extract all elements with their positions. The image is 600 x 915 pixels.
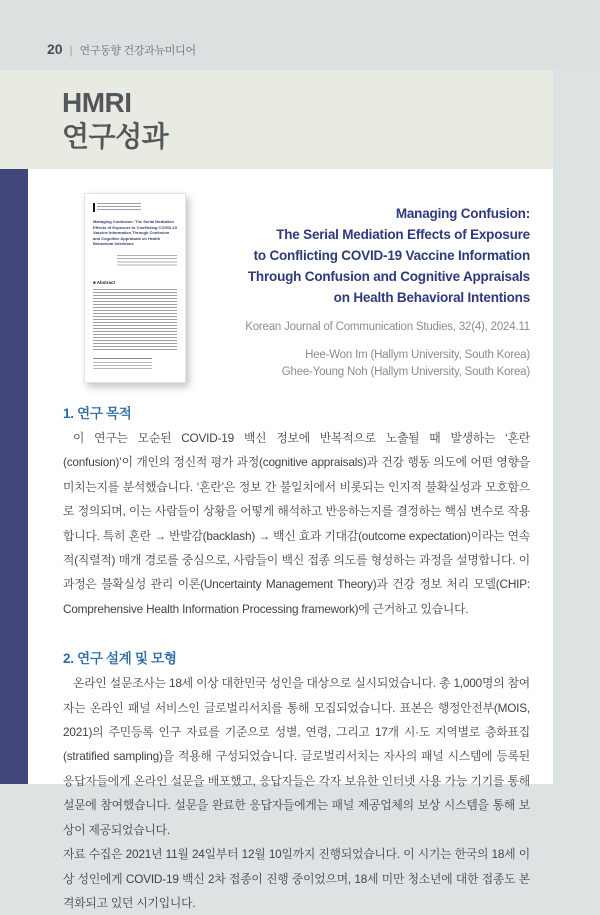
- thumbnail-journal-bar: [93, 203, 95, 212]
- section-2-paragraph: 온라인 설문조사는 18세 이상 대한민국 성인을 대상으로 실시되었습니다. 총 1,000명의 참여자는 온라인 패널 서비스인 글로벌리서치를 통해 모집되었습니다. 표본은 행정안전부(MOIS, 2021)의 주민등록 인구 자료를 기준으로 성별, 연령, 그리고 17개 시·도 지역별로 층화표집(stratified sampling)을 적용해 구성되었습니다. 글로벌리서치는 자사의 패널 시스템에 등록된 응답자들에게 온라인 설문을 배포했고, 응답자들은 각자 보유한 인터넷 사용 가능 기기를 통해 설문에 참여했습니다. 설문을 완료한 응답자들에게는 패널 제공업체의 보상 시스템을 통해 보상이 제공되었습니다.: [63, 676, 530, 837]
- top-header-band: [0, 0, 600, 70]
- article-title-line: on Health Behavioral Intentions: [333, 290, 530, 305]
- author-line: Hee-Won Im (Hallym University, South Korea): [305, 349, 530, 361]
- article-head: [186, 193, 530, 384]
- running-header: [47, 41, 196, 58]
- section-2-paragraph: 자료 수집은 2021년 11월 24일부터 12월 10일까지 진행되었습니다. 이 시기는 한국의 18세 이상 성인에게 COVID-19 백신 2차 접종이 진행 중이었으며, 18세 미만 청소년에 대한 접종도 본격화되고 있던 시기입니다.: [63, 847, 530, 910]
- thumbnail-title: Managing Confusion: The Serial Mediation Effects of Exposure to Conflicting COVID-19 Vaccine Information Through Confusion and Cognitive Appraisals on Health Behavioral Intentions: [93, 219, 178, 246]
- left-accent-bar: [0, 169, 28, 784]
- article-title: [186, 203, 530, 308]
- article-header-row: [28, 169, 553, 384]
- thumbnail-abstract-label: ■ Abstract: [93, 279, 116, 285]
- author-line: Ghee-Young Noh (Hallym University, South Korea): [281, 366, 530, 378]
- thumbnail-footnote-lines: [93, 358, 152, 371]
- article-title-line: to Conflicting COVID-19 Vaccine Information: [253, 248, 530, 263]
- page-number: 20: [47, 41, 63, 57]
- section-1-paragraph: 이 연구는 모순된 COVID-19 백신 정보에 반복적으로 노출될 때 발생하는 ‘혼란(confusion)’이 개인의 정신적 평가 과정(cognitive appraisals)과 건강 행동 의도에 어떤 영향을 미치는지를 분석했습니다. ‘혼란’은 정보 간 불일치에서 비롯되는 인지적 불확실성과 모호함으로 정의되며, 이는 사람들이 상황을 어떻게 해석하고 반응하는지를 결정하는 핵심 변수로 작용합니다. 특히 혼란 → 반발감(backlash) → 백신 효과 기대감(outcome expectation)이라는 연속적(직렬적) 매개 경로를 중심으로, 사람들이 백신 접종 의도를 형성하는 과정을 설명합니다. 이 과정은 불확실성 관리 이론(Uncertainty Management Theory)과 건강 정보 처리 모델(CHIP: Comprehensive Health Information Processing framework)에 근거하고 있습니다.: [63, 431, 530, 616]
- banner-title-line2: 연구성과: [62, 121, 169, 152]
- paper-thumbnail: [84, 193, 186, 383]
- journal-reference: Korean Journal of Communication Studies, 32(4), 2024.11: [245, 321, 530, 333]
- thumbnail-abstract-lines: [93, 289, 177, 351]
- author-list: [186, 347, 530, 381]
- body-sections: [28, 402, 553, 915]
- article-title-line: The Serial Mediation Effects of Exposure: [276, 227, 530, 242]
- article-title-line: Through Confusion and Cognitive Appraisals: [247, 269, 530, 284]
- section-1-heading: 1. 연구 목적: [63, 406, 132, 421]
- hmri-banner: [0, 70, 553, 169]
- header-separator: |: [69, 45, 73, 57]
- publication-title: 연구동향 건강과뉴미디어: [79, 45, 196, 57]
- thumbnail-authors-lines: [117, 255, 177, 268]
- thumbnail-journal-lines: [97, 203, 141, 212]
- thumbnail-journal-info: [93, 203, 177, 212]
- banner-title-line1: HMRI: [62, 87, 132, 118]
- section-2-heading: 2. 연구 설계 및 모형: [63, 651, 177, 667]
- content-page: [28, 169, 553, 910]
- banner-title: [62, 86, 168, 154]
- article-title-line: Managing Confusion:: [395, 206, 530, 221]
